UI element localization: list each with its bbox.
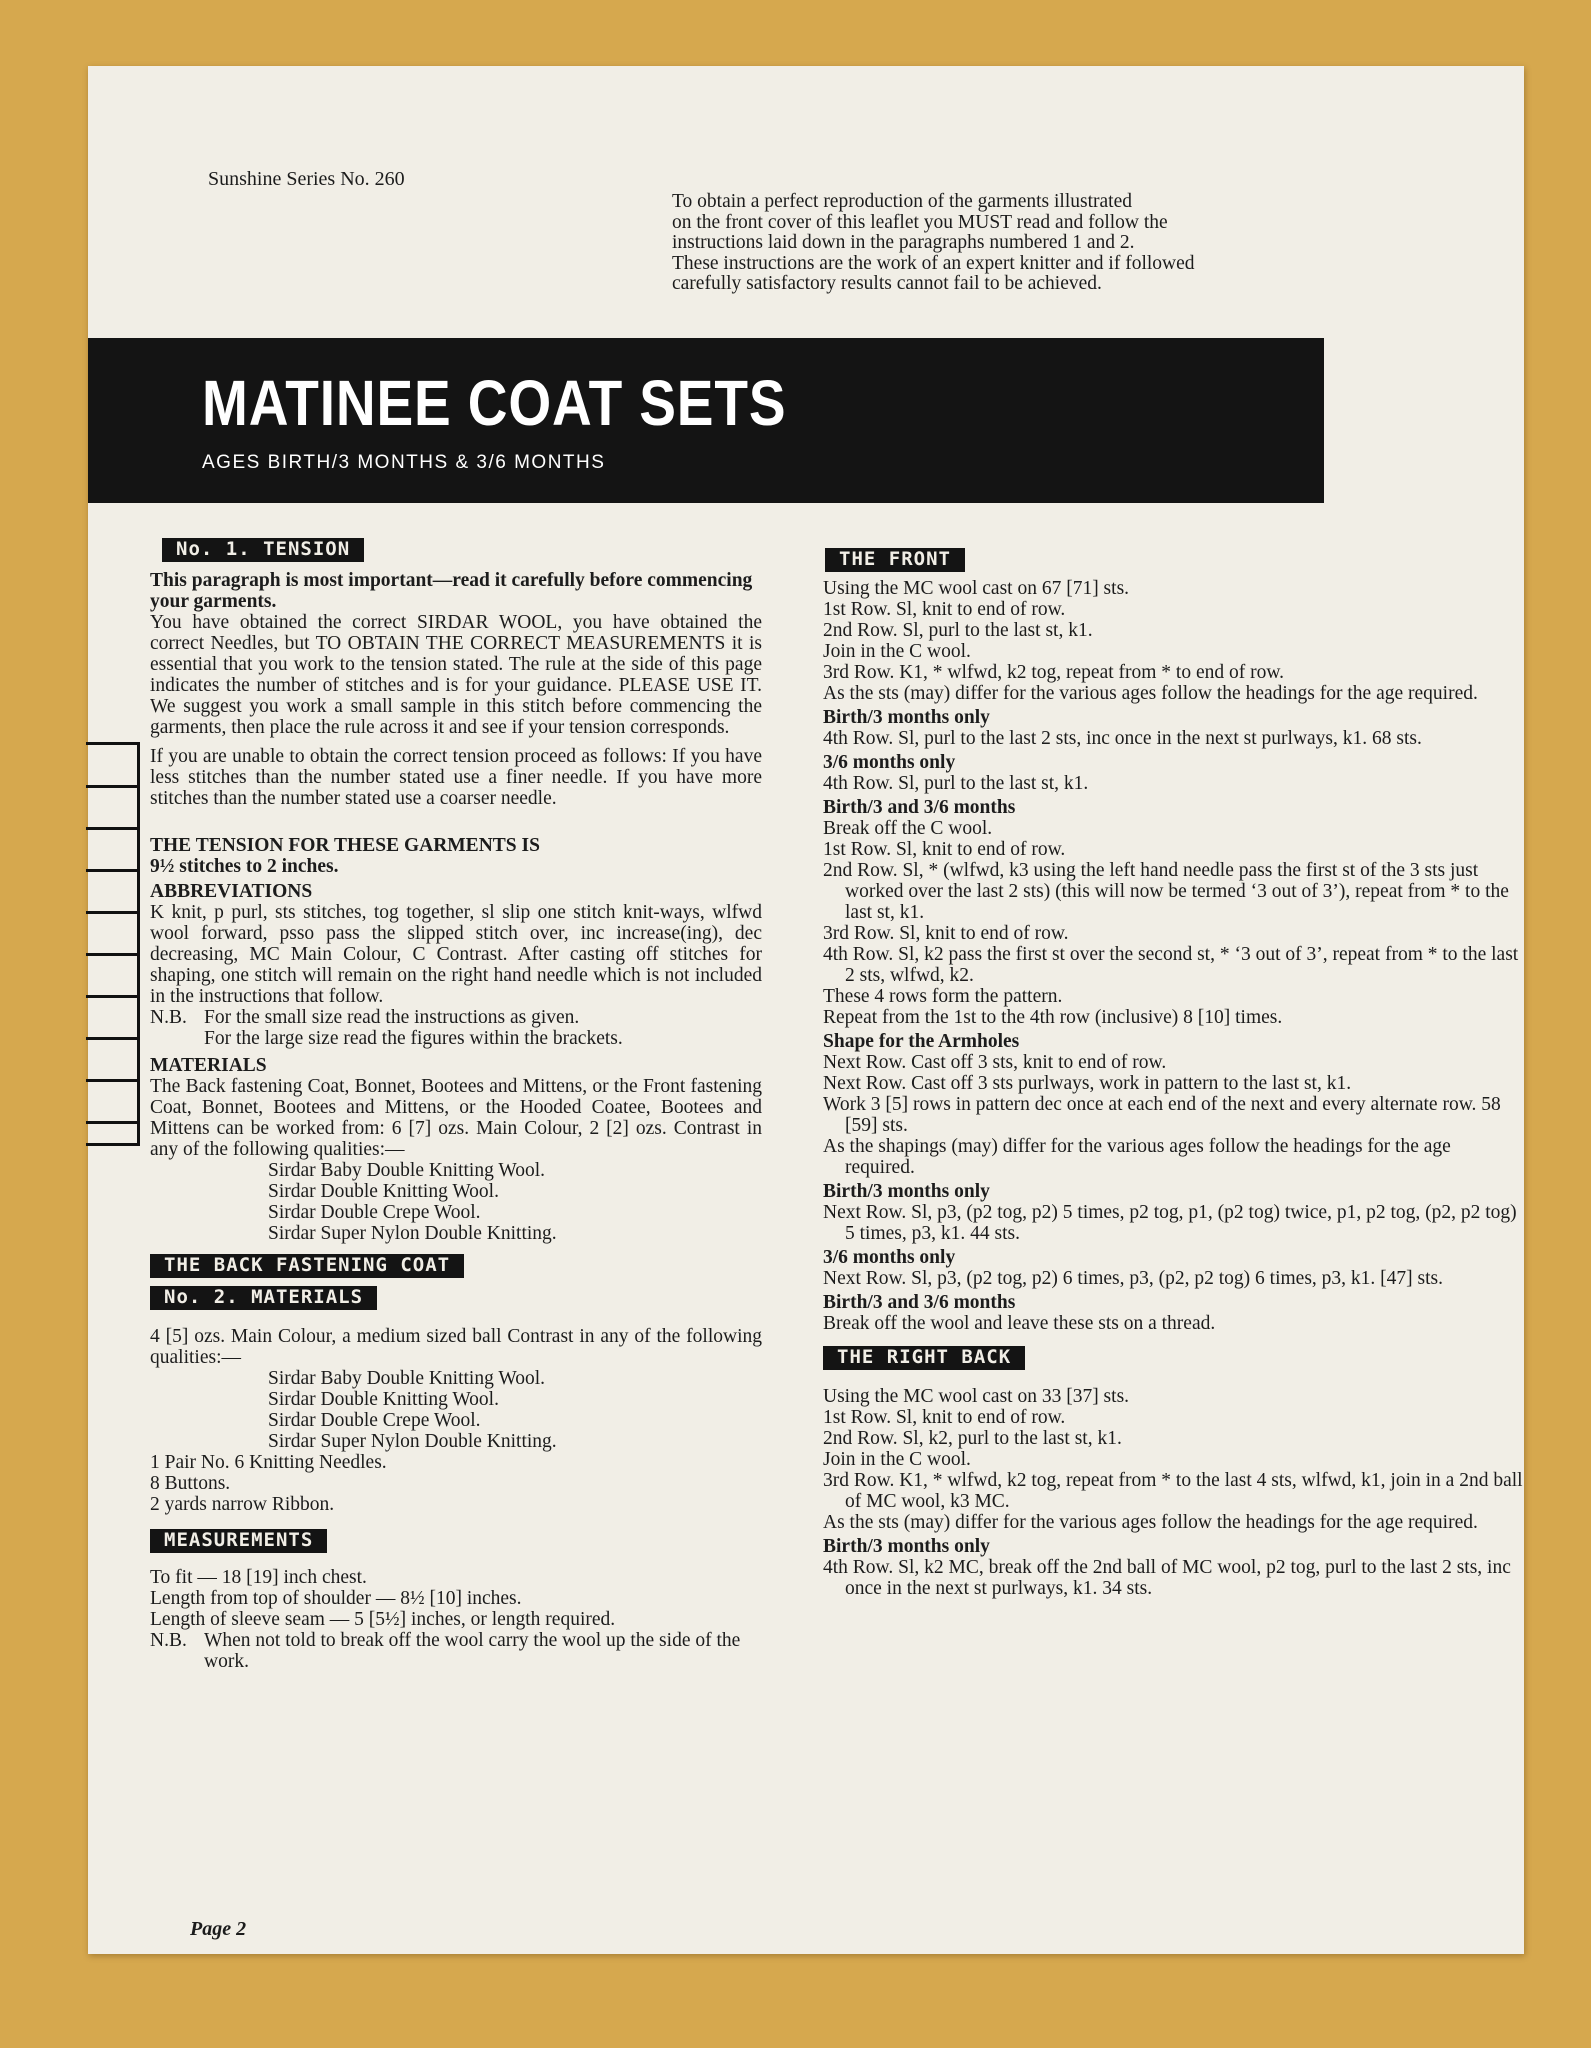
page-subtitle: AGES BIRTH/3 MONTHS & 3/6 MONTHS xyxy=(202,452,606,473)
instruction-line: 4th Row. Sl, k2 pass the first st over the second st, * ‘3 out of 3’, repeat from * to the last 2 sts, wlfwd, k2. xyxy=(823,944,1519,986)
list-item: Sirdar Super Nylon Double Knitting. xyxy=(268,1431,557,1452)
right-column xyxy=(823,548,1525,1599)
front-instructions xyxy=(823,578,1525,1334)
instruction-line: These 4 rows form the pattern. xyxy=(823,986,1063,1007)
section-heading-right-back: THE RIGHT BACK xyxy=(823,1346,1025,1370)
list-item: Sirdar Double Knitting Wool. xyxy=(268,1181,499,1202)
note-line: For the small size read the instructions as given. xyxy=(204,1007,580,1028)
measurement-item: Length of sleeve seam — 5 [5½] inches, or length required. xyxy=(150,1609,616,1630)
instruction-subheading: 3/6 months only xyxy=(823,752,956,773)
tension-paragraph-2: If you are unable to obtain the correct tension proceed as follows: If you have less stitches than the number stated use a finer needle. If you have more stitches than the number stated use a coarser needle. xyxy=(150,746,762,809)
instruction-line: 3rd Row. Sl, knit to end of row. xyxy=(823,923,1069,944)
intro-line: carefully satisfactory results cannot fail to be achieved. xyxy=(672,273,1102,294)
section-heading-back-coat: THE BACK FASTENING COAT xyxy=(150,1254,464,1278)
instruction-line: 4th Row. Sl, purl to the last st, k1. xyxy=(823,773,1089,794)
list-item: Sirdar Baby Double Knitting Wool. xyxy=(268,1160,546,1181)
list-item: Sirdar Double Crepe Wool. xyxy=(268,1202,481,1223)
instruction-line: 3rd Row. K1, * wlfwd, k2 tog, repeat from * to end of row. xyxy=(823,662,1285,683)
instruction-subheading: Birth/3 months only xyxy=(823,1536,990,1557)
tension-statement: THE TENSION FOR THESE GARMENTS IS xyxy=(150,835,540,856)
list-item: Sirdar Double Knitting Wool. xyxy=(268,1389,499,1410)
materials2-text: 4 [5] ozs. Main Colour, a medium sized ball Contrast in any of the following qualities:— xyxy=(150,1326,762,1368)
instruction-line: As the sts (may) differ for the various ages follow the headings for the age required. xyxy=(823,1512,1478,1533)
page-number: Page 2 xyxy=(190,1918,247,1940)
intro-line: instructions laid down in the paragraphs numbered 1 and 2. xyxy=(672,232,1135,253)
instruction-line: Work 3 [5] rows in pattern dec once at each end of the next and every alternate row. 58 [59] sts. xyxy=(823,1094,1501,1136)
section-heading-measurements: MEASUREMENTS xyxy=(150,1529,327,1553)
instruction-line: 1st Row. Sl, knit to end of row. xyxy=(823,1407,1066,1428)
instruction-line: Next Row. Sl, p3, (p2 tog, p2) 6 times, p3, (p2, p2 tog) 6 times, p3, k1. [47] sts. xyxy=(823,1268,1444,1289)
instruction-line: Join in the C wool. xyxy=(823,641,971,662)
carry-wool-note xyxy=(150,1630,762,1672)
abbreviations-heading: ABBREVIATIONS xyxy=(150,881,313,902)
instruction-line: Repeat from the 1st to the 4th row (inclusive) 8 [10] times. xyxy=(823,1007,1283,1028)
instruction-line: 2nd Row. Sl, k2, purl to the last st, k1. xyxy=(823,1428,1122,1449)
note-text: When not told to break off the wool carry the wool up the side of the work. xyxy=(204,1630,741,1672)
list-item: Sirdar Baby Double Knitting Wool. xyxy=(268,1368,546,1389)
section-heading-front: THE FRONT xyxy=(825,548,965,572)
leaflet-page xyxy=(88,66,1524,1954)
note-line: For the large size read the figures within the brackets. xyxy=(204,1028,623,1049)
note-label: N.B. xyxy=(150,1630,187,1651)
instruction-line: Using the MC wool cast on 33 [37] sts. xyxy=(823,1386,1130,1407)
abbreviations-text: K knit, p purl, sts stitches, tog together, sl slip one stitch knit-ways, wlfwd wool forward, psso pass the slipped stitch over, inc increase(ing), dec decreasing, MC Main Colour, C Contrast. After casting off stitches for shaping, one stitch will remain on the right hand needle which is not included in the instructions that follow. xyxy=(150,902,762,1007)
tension-value: 9½ stitches to 2 inches. xyxy=(150,856,339,877)
intro-line: These instructions are the work of an expert knitter and if followed xyxy=(672,252,1195,274)
tension-rule xyxy=(86,742,140,1146)
instruction-line: 4th Row. Sl, purl to the last 2 sts, inc once in the next st purlways, k1. 68 sts. xyxy=(823,728,1422,749)
list-item: Sirdar Double Crepe Wool. xyxy=(268,1410,481,1431)
section-heading-materials: No. 2. MATERIALS xyxy=(150,1286,377,1310)
series-label: Sunshine Series No. 260 xyxy=(208,168,405,190)
note-label: N.B. xyxy=(150,1007,187,1028)
instruction-line: 2nd Row. Sl, purl to the last st, k1. xyxy=(823,620,1093,641)
section-heading-tension: No. 1. TENSION xyxy=(162,538,364,562)
left-column xyxy=(150,538,762,1672)
instruction-line: Using the MC wool cast on 67 [71] sts. xyxy=(823,578,1130,599)
list-item: Sirdar Super Nylon Double Knitting. xyxy=(268,1223,557,1244)
measurement-item: Length from top of shoulder — 8½ [10] inches. xyxy=(150,1588,522,1609)
instruction-line: Break off the wool and leave these sts on a thread. xyxy=(823,1313,1216,1334)
instruction-line: 1st Row. Sl, knit to end of row. xyxy=(823,599,1066,620)
instruction-subheading: Birth/3 and 3/6 months xyxy=(823,797,1016,818)
materials-heading: MATERIALS xyxy=(150,1055,267,1076)
instruction-line: 4th Row. Sl, k2 MC, break off the 2nd ball of MC wool, p2 tog, purl to the last 2 sts, inc once in the next st purlways, k1. 34 sts. xyxy=(823,1557,1511,1599)
intro-line: To obtain a perfect reproduction of the garments illustrated xyxy=(672,191,1132,212)
intro-note xyxy=(672,192,1312,295)
tension-warning: This paragraph is most important—read it carefully before commencing your garments. xyxy=(150,570,753,612)
instruction-line: 3rd Row. K1, * wlfwd, k2 tog, repeat from * to the last 4 sts, wlfwd, k1, join in a 2nd ball of MC wool, k3 MC. xyxy=(823,1470,1523,1512)
instruction-line: 1st Row. Sl, knit to end of row. xyxy=(823,839,1066,860)
measurement-item: To fit — 18 [19] inch chest. xyxy=(150,1567,367,1588)
instruction-line: 2nd Row. Sl, * (wlfwd, k3 using the left hand needle pass the first st of the 3 sts just worked over the last 2 sts) (this will now be termed ‘3 out of 3’), repeat from * to the last st, k1. xyxy=(823,860,1509,923)
right-back-instructions xyxy=(823,1386,1525,1599)
list-item: 8 Buttons. xyxy=(150,1473,231,1494)
instruction-line: Next Row. Cast off 3 sts purlways, work in pattern to the last st, k1. xyxy=(823,1073,1352,1094)
wool-list xyxy=(150,1160,762,1244)
instruction-line: Next Row. Cast off 3 sts, knit to end of row. xyxy=(823,1052,1167,1073)
title-banner xyxy=(88,338,1324,503)
tension-paragraph: You have obtained the correct SIRDAR WOOL, you have obtained the correct Needles, but TO OBTAIN THE CORRECT MEASUREMENTS it is essential that you work to the tension stated. The rule at the side of this page indicates the number of stitches and is for your guidance. PLEASE USE IT. We suggest you work a small sample in this stitch before commencing the garments, then place the rule across it and see if your tension corresponds. xyxy=(150,612,762,738)
page-title: MATINEE COAT SETS xyxy=(202,367,787,439)
instruction-line: As the sts (may) differ for the various ages follow the headings for the age required. xyxy=(823,683,1478,704)
instruction-subheading: Birth/3 months only xyxy=(823,1181,990,1202)
instruction-subheading: Shape for the Armholes xyxy=(823,1031,1020,1052)
list-item: 2 yards narrow Ribbon. xyxy=(150,1494,335,1515)
instruction-subheading: Birth/3 and 3/6 months xyxy=(823,1292,1016,1313)
instruction-subheading: 3/6 months only xyxy=(823,1247,956,1268)
instruction-line: As the shapings (may) differ for the various ages follow the headings for the age required. xyxy=(823,1136,1451,1178)
intro-line: on the front cover of this leaflet you MUST read and follow the xyxy=(672,211,1168,233)
wool-list-2 xyxy=(150,1368,762,1452)
instruction-line: Break off the C wool. xyxy=(823,818,993,839)
instruction-line: Next Row. Sl, p3, (p2 tog, p2) 5 times, p2 tog, p1, (p2 tog) twice, p1, p2 tog, (p2, p2 tog) 5 times, p3, k1. 44 sts. xyxy=(823,1202,1517,1244)
list-item: 1 Pair No. 6 Knitting Needles. xyxy=(150,1452,387,1473)
size-note xyxy=(150,1007,762,1049)
instruction-line: Join in the C wool. xyxy=(823,1449,971,1470)
instruction-subheading: Birth/3 months only xyxy=(823,707,990,728)
materials-text: The Back fastening Coat, Bonnet, Bootees and Mittens, or the Front fastening Coat, Bonnet, Bootees and Mittens, or the Hooded Coatee, Bootees and Mittens can be worked from: 6 [7] ozs. Main Colour, 2 [2] ozs. Contrast in any of the following qualities:— xyxy=(150,1076,762,1160)
